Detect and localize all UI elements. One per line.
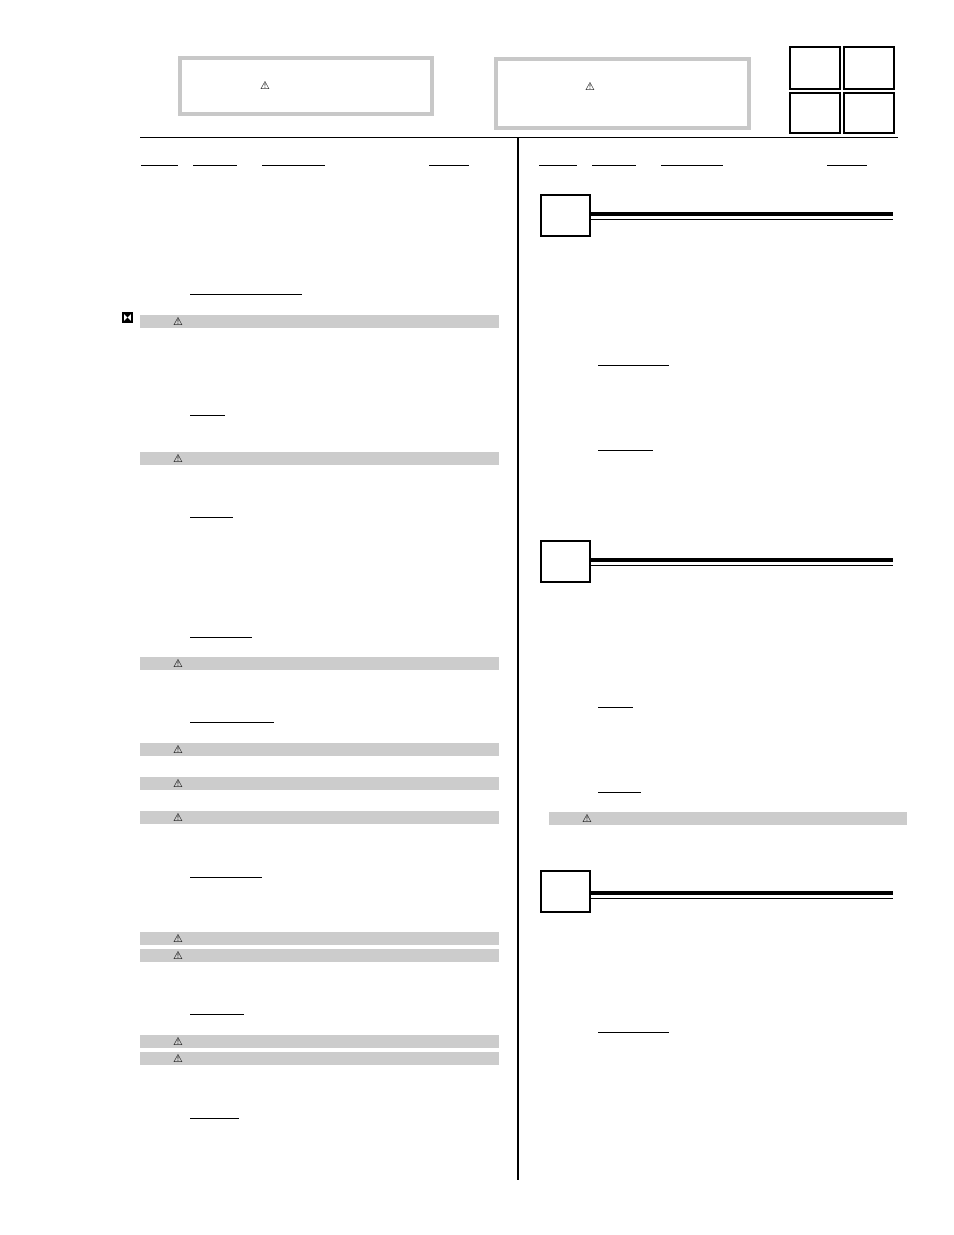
subheading-underline [190,1014,244,1015]
caution-bar [140,777,499,790]
warning-triangle-icon: ⚠ [260,79,270,92]
step-number-box [540,870,591,913]
step-rule-thin [591,898,893,899]
caution-bar [140,1035,499,1048]
subheading-underline [190,415,225,416]
caution-triangle-icon: ⚠ [173,1035,183,1048]
column-divider [517,138,519,1180]
subheading-underline [190,637,252,638]
subheading-underline [598,365,669,366]
caution-triangle-icon: ⚠ [173,1052,183,1065]
caution-triangle-icon: ⚠ [173,743,183,756]
step-number-box [540,194,591,237]
caution-triangle-icon: ⚠ [173,657,183,670]
tab-square-2 [843,46,895,90]
caution-triangle-icon: ⚠ [173,949,183,962]
caution-bar [140,657,499,670]
warning-box-left [178,56,434,116]
column-header-underline [429,165,469,166]
caution-triangle-icon: ⚠ [173,811,183,824]
column-header-underline [262,165,325,166]
subheading-underline [190,517,233,518]
tab-square-3 [789,92,841,134]
subheading-underline [190,1118,239,1119]
column-header-underline [592,165,636,166]
step-rule-thick [591,891,893,895]
subheading-underline [190,722,274,723]
caution-bar [140,315,499,328]
header-rule [140,137,898,138]
subheading-underline [598,707,633,708]
caution-triangle-icon: ⚠ [173,932,183,945]
caution-bar [140,949,499,962]
step-rule-thin [591,565,893,566]
caution-bar [140,743,499,756]
tab-square-4 [843,92,895,134]
warning-triangle-icon: ⚠ [585,80,595,93]
step-rule-thin [591,219,893,220]
caution-triangle-icon: ⚠ [582,812,592,825]
subheading-underline [598,450,653,451]
tab-square-1 [789,46,841,90]
subheading-underline [598,1032,669,1033]
caution-triangle-icon: ⚠ [173,777,183,790]
step-rule-thick [591,558,893,562]
column-header-underline [193,165,237,166]
column-header-underline [539,165,577,166]
caution-triangle-icon: ⚠ [173,315,183,328]
caution-bar [549,812,907,825]
column-header-underline [827,165,867,166]
step-rule-thick [591,212,893,216]
warning-box-right [494,57,751,130]
subheading-underline [190,294,302,295]
bowtie-marker-icon [122,312,133,323]
caution-bar [140,932,499,945]
caution-triangle-icon: ⚠ [173,452,183,465]
subheading-underline [598,792,641,793]
step-number-box [540,540,591,583]
column-header-underline [661,165,723,166]
subheading-underline [190,877,262,878]
caution-bar [140,452,499,465]
column-header-underline [141,165,178,166]
caution-bar [140,1052,499,1065]
caution-bar [140,811,499,824]
